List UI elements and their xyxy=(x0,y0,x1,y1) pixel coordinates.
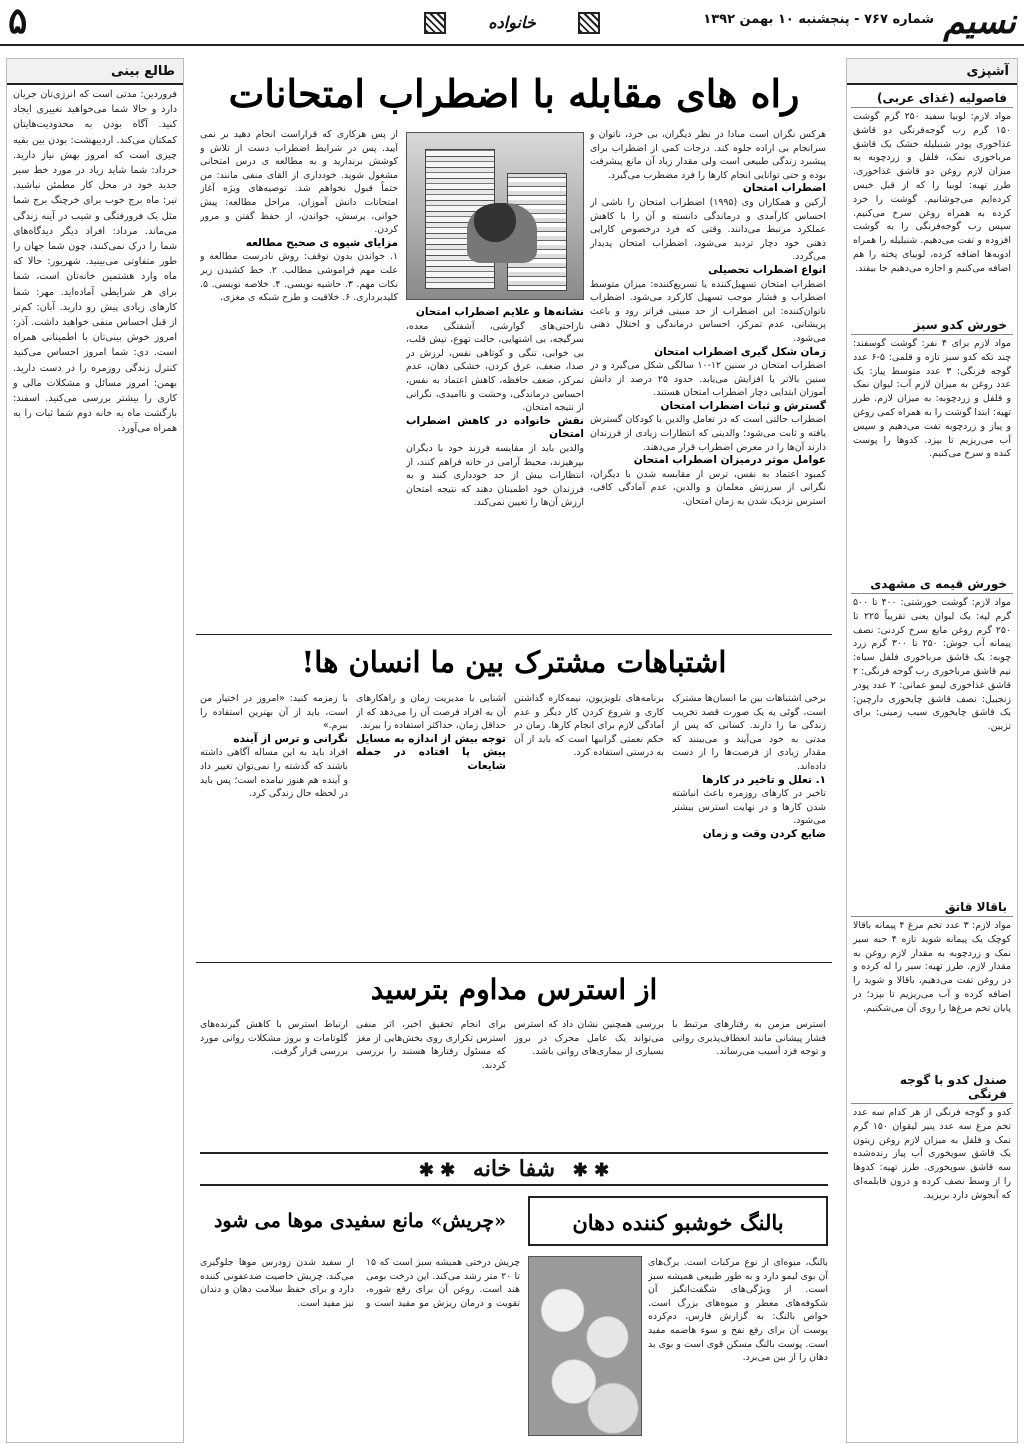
subheading: توجه بیش از اندازه به مسایل پیش پا افتاده در جمله شایعات xyxy=(356,732,506,772)
horoscope-header: طالع بینی xyxy=(7,59,183,85)
article-column: برای انجام تحقیق اخیر، اثر منفی استرس تکراری روی بخش‌هایی از مغز که مسئول رفتارها هستند را بررسی کردند. xyxy=(356,1019,506,1071)
article-column xyxy=(406,306,584,628)
body-text: اضطراب حالتی است که در تعامل والدین با کودکان گسترش یافته و ثابت می‌شود؛ والدینی که انتظارات زیادی از فرزندان دارند آن‌ها را در معرض اضطراب قرار می‌دهند. xyxy=(590,414,826,453)
headline-exam-anxiety: راه های مقابله با اضطراب امتحانات xyxy=(228,71,800,116)
section-title: خانواده xyxy=(488,13,536,32)
student-figure xyxy=(467,203,537,263)
subheading: ضایع کردن وقت و زمان xyxy=(702,827,826,840)
recipe-title: فاصولیه (غذای عربی) xyxy=(851,85,1013,108)
body-text: آشنایی با مدیریت زمان و راهکارهای آن به افراد فرصت آن را می‌دهد که از حداقل زمان، حداکثر استفاده را ببرند. xyxy=(356,693,506,732)
body-text: هرکس نگران است مبادا در نظر دیگران، بی خرد، ناتوان و سرانجام بی اراده جلوه کند. درجات کمی از اضطراب برای پیشبرد زندگی طبیعی است ولی مقدار زیاد آن مانع پیشرفت بوده و حتی توانایی انجام کارها را فرد مضطرب می‌گیرد. xyxy=(590,129,826,181)
ornament-icon xyxy=(424,12,446,34)
recipe-title: خورش قیمه ی مشهدی xyxy=(851,571,1013,594)
article-column: ارتباط استرس با کاهش گیرنده‌های گلوتامات و بروز مشکلات روانی مورد بررسی قرار گرفت. xyxy=(200,1019,348,1058)
article-column: بالنگ، میوه‌ای از نوع مرکبات است. برگ‌های آن بوی لیمو دارد و به طور طبیعی همیشه سبز است. از ویژگی‌های شگفت‌انگیز آن شکوفه‌های معطر و میوه‌های بزرگ است. خواص بالنگ: به گزارش فارس، دم‌کرده پوست آن برای رفع نفخ و سوء هاضمه مفید است. پوست بالنگ مسکن قوی است و بوی بد دهان را از بین می‌برد. xyxy=(648,1257,828,1364)
article-column xyxy=(200,128,398,628)
subheading: عوامل موثر درمیزان اضطراب امتحان xyxy=(633,454,826,467)
subheading: نقش خانواده در کاهش اضطراب امتحان xyxy=(406,414,584,441)
article-column xyxy=(356,692,506,954)
recipe-text: مواد لازم برای ۴ نفر: گوشت گوسفند: چند تکه کدو سبز تازه و قلمی: ۵-۶ عدد گوجه فرنگی: ۳ عدد متوسط پیاز: یک عدد روغن به میزان لازم آب: لیوان نمک و فلفل و زردچوبه: به میزان لازم. طرز تهیه: ابتدا گوشت را به همراه کمی روغن و پیاز و زردچوبه تفت می‌دهیم و سپس آب می‌ریزیم تا بپزد. کدوها را پوست کنده و سرخ می‌کنیم. xyxy=(853,338,1011,460)
horoscope-column xyxy=(6,58,184,1443)
cooking-column xyxy=(846,58,1018,1443)
subheading: مزایای شیوه ی صحیح مطالعه xyxy=(245,236,398,249)
recipe-text: کدو و گوجه فرنگی از هر کدام سه عدد تخم مرغ سه عدد پنیر لیقوان ۱۵۰ گرم نمک و فلفل به میزان لازم روغن زیتون یک قاشق سوپخوری آب پیاز رنده‌شده سه قاشق سوپخوری. طرز تهیه: کدوها را از وسط نصف کرده و درون قابلمه‌ای که آبجوش دارد بریزید. xyxy=(853,1107,1012,1201)
subheading: انواع اضطراب تحصیلی xyxy=(708,263,826,276)
article-column xyxy=(590,128,826,628)
health-banner-title: شفا خانه xyxy=(472,1156,556,1182)
headline-stress: از استرس مداوم بترسید xyxy=(370,973,658,1006)
issue-info: شماره ۷۶۷ - پنجشنبه ۱۰ بهمن ۱۳۹۲ xyxy=(703,12,934,27)
masthead xyxy=(0,0,1024,46)
article-column xyxy=(200,692,348,954)
body-text: والدین باید از مقایسه فرزند خود با دیگران بپرهیزند، محیط آرامی در خانه فراهم کنند، از انتظارات بیش از حد خودداری کنند و به فرزندان خود اطمینان دهند که نتیجه امتحان ارزش آن‌ها را تعیین نمی‌کند. xyxy=(406,442,584,509)
cooking-header: آشپزی xyxy=(847,59,1017,85)
divider xyxy=(196,962,832,963)
body-text: آرکین و همکاران وی (۱۹۹۵) اضطراب امتحان را ناشی از احساس کارآمدی و درماندگی دانسته و آن را با کاهش عملکرد مرتبط می‌دانند. وقتی که فرد درخصوص کارایی ذهنی خود دچار تردید می‌شود، اضطراب امتحان پدیدار می‌گردد. xyxy=(590,196,826,263)
subheading: نگرانی و ترس از آینده xyxy=(233,732,348,745)
body-text: با زمزمه کنید: «امروز در اختیار من است، باید از آن بهترین استفاده را ببرم.» xyxy=(200,693,348,732)
horoscope-text: فروردین: مدتی است که انرژی‌تان جریان دارد و حالا شما می‌خواهید تغییری ایجاد کنید. آگاه بودن به محدودیت‌هایتان کمکتان می‌کند. اردیبهشت: بودن بین بقیه چیزی است که امروز بهش نیاز دارید. خرداد: شما شاید زیاد در مورد خط سیر جدید خود در محل کار مطمئن نباشید. تیر: ماه برج خوب برای خرچنگ برج شما مثل یک فرورفتگی و شیب در آینه زندگی می‌ماند. مرداد: افراد دیگر دیدگاه‌های شما را درک نمی‌کنند، چون شما جهان را طور متفاوتی می‌بینید. شهریور: حالا که ماه وارد هشتمین خانه‌تان است، شما برای هر شرایطی آماده‌اید. مهر: شما کارهای زیادی پیش رو دارید. آبان: کم‌تر از قبل احساس منفی خواهید داشت. آذر: امروز خوش بینی‌تان با اطمینانی همراه است. دی: شما امروز احساس می‌کنید کنترل زندگی روزمره را در دست دارید. بهمن: امروز مسائل و مشکلات مالی و کاری را بیشتر بررسی می‌کنید. اسفند: بازگشت ماه به خانه دوم شما ثبات را به همراه می‌آورد. xyxy=(13,89,177,435)
recipe-title: صندل کدو با گوجه فرنگی xyxy=(851,1067,1013,1104)
subheading: نشانه‌ها و علایم اضطراب امتحان xyxy=(415,306,584,318)
article-column xyxy=(514,692,664,954)
body-text: ناراحتی‌های گوارشی، آشفتگی معده، سرگیجه، بی اشتهایی، حالت تهوع، تپش قلب، بی خوابی، تنگی و کوتاهی نفس، لرزش در صدا، ضعف، عرق کردن، خشکی دهان، عدم تمرکز، ضعف حافظه، کاهش اعتماد به نفس، احساس درماندگی، وحشت و ناامیدی، نگرانی از نتیجه امتحان. xyxy=(406,320,584,414)
recipe-text: مواد لازم: ۳ عدد تخم مرغ ۴ پیمانه باقالا کوچک یک پیمانه شوید تازه ۴ حبه سیر نمک و زردچوبه به مقدار لازم روغن به مقدار لازم. طرز تهیه: سیر را له کرده و در روغن تفت می‌دهیم، باقالا و شوید را اضافه کرده و آب می‌ریزیم تا بپزد؛ در پایان تخم مرغ‌ها را روی آن می‌شکنیم. xyxy=(853,920,1011,1014)
page-number: ۵ xyxy=(8,0,28,42)
newspaper-logo: نسیم xyxy=(943,2,1016,42)
article-column: چریش درختی همیشه سبز است که ۱۵ تا ۲۰ متر رشد می‌کند. این درخت بومی هند است. روغن آن برای رفع شوره، تقویت و درمان ریزش مو مفید است و از سفید شدن زودرس موها جلوگیری می‌کند. چریش خاصیت ضدعفونی کننده دارد و برای حفظ سلامت دهان و دندان نیز مفید است. xyxy=(200,1257,520,1309)
star-icon: ✱ ✱ xyxy=(418,1160,456,1181)
subheading: اضطراب امتحان xyxy=(742,182,826,195)
recipe-text: مواد لازم: گوشت خورشتی: ۴۰۰ تا ۵۰۰ گرم لپه: یک لیوان یعنی تقریباً ۲۲۵ تا ۲۵۰ گرم روغن مایع سرخ کردنی: نصف پیمانه آب جوش: ۲۵۰ تا ۳۰۰ گرم زرد چوبه: یک قاشق مرباخوری فلفل سیاه: نیم قاشق مرباخوری رب گوجه فرنگی: ۲ قاشق غذاخوری لیمو عمانی: ۲ عدد پودر زنجبیل: نصف قاشق چایخوری دارچین: یک قاشق چایخوری سیب زمینی: برای تزیین. xyxy=(853,597,1011,733)
subheading: ۱. تعلل و تاخیر در کارها xyxy=(702,773,826,786)
citron-fruit-photo xyxy=(528,1256,642,1436)
article-column: بررسی همچنین نشان داد که استرس می‌تواند یک عامل محرک در بروز بسیاری از بیماری‌های روانی باشد. xyxy=(514,1019,664,1058)
divider xyxy=(196,634,832,635)
body-text: افراد باید به این مساله آگاهی داشته باشند که گذشته را نمی‌توان تغییر داد و آینده هم هنوز نیامده است؛ پس باید در لحظه حال زندگی کرد. xyxy=(200,747,348,800)
body-text: برنامه‌های تلویزیون، نیمه‌کاره گذاشتن کاری و شروع کردن کار دیگر و عدم آمادگی لازم برای انجام کارها. زمان در حکم نعمتی گرانبها است که باید از آن به درستی استفاده کرد. xyxy=(514,693,664,759)
headline-common-mistakes: اشتباهات مشترک بین ما انسان ها! xyxy=(301,645,727,679)
recipe-text: مواد لازم: لوبیا سفید ۲۵۰ گرم گوشت ۱۵۰ گرم رب گوجه‌فرنگی دو قاشق غذاخوری پودر شنبلیله خشک یک قاشق مرباخوری نمک، فلفل و زردچوبه به میزان لازم روغن دو قاشق غذاخوری. طرز تهیه: لوبیا را که از قبل خیس کرده‌ایم می‌جوشانیم. گوشت را خرد کرده به همراه روغن سرخ می‌کنیم. سپس رب گوجه‌فرنگی را به گوشت افزوده و تفت می‌دهیم. شنبلیله را همراه ادویه‌ها اضافه کرده، لوبیای پخته را هم اضافه می‌کنیم و اجازه می‌دهیم جا بیفتد. xyxy=(853,111,1011,274)
exam-stress-photo xyxy=(406,132,584,300)
recipe-title: باقالا قاتق xyxy=(851,894,1013,917)
body-text: از پس هرکاری که قراراست انجام دهید بر نمی آیید. پس در شرایط اضطراب دست از تلاش و کوشش برندارید و به مطالعه ی درس امتحانی مشغول شوید. خودداری از القای منفی مانند: من حتماً قبول نخواهم شد. توصیه‌های ویژه آغاز امتحانات دانش آموزان. مراحل مطالعه: پیش خوانی، پرسش، خواندن، از حفظ گفتن و مرور کردن. xyxy=(200,129,398,236)
headline-neem: «چریش» مانع سفیدی موها می شود xyxy=(213,1210,507,1232)
body-text: اضطراب امتحان در سنین ۱۲-۱۰ سالگی شکل می‌گیرد و در سنین بالاتر یا افزایش می‌یابد. حدود ۲۵ درصد از دانش آموزان ابتدایی دچار اضطراب امتحان هستند. xyxy=(590,360,826,399)
subheading: زمان شکل گیری اضطراب امتحان xyxy=(654,345,826,358)
article-column: استرس مزمن به رفتارهای مرتبط با فشار پیشانی مانند انعطاف‌پذیری روانی و توجه فرد آسیب می‌رساند. xyxy=(672,1019,826,1058)
subheading: گسترش و ثبات اضطراب امتحان xyxy=(660,399,826,412)
body-text: تاخیر در کارهای روزمره باعث انباشته شدن کارها و در نهایت استرس بیشتر می‌شود. xyxy=(672,788,826,827)
body-text: ۱. خواندن بدون توقف: روش نادرست مطالعه و علت مهم فراموشی مطالب. ۲. خط کشیدن زیر نکات مهم. ۳. حاشیه نویسی. ۴. خلاصه نویسی. ۵. کلیدبرداری. ۶. خلاقیت و طرح شبکه ی مغزی. xyxy=(200,251,398,304)
body-text: کمبود اعتماد به نفس، ترس از مقایسه شدن با دیگران، نگرانی از سرزنش معلمان و والدین، عدم آمادگی کافی، استرس نزدیک شدن به زمان امتحان. xyxy=(590,468,826,508)
ornament-icon xyxy=(578,12,600,34)
body-text: برخی اشتباهات بین ما انسان‌ها مشترک است، گوئی یه یک صورت قصد تخریب زندگی ما را دارند. کسانی که پس از مدتی به خود می‌آیند و می‌بینند که مقدار زیادی از فرصت‌ها را از دست داده‌اند. xyxy=(672,693,826,772)
health-section-banner xyxy=(200,1152,828,1186)
recipe-title: خورش کدو سبز xyxy=(851,312,1013,335)
article-column xyxy=(672,692,826,954)
headline-citron: بالنگ خوشبو کننده دهان xyxy=(528,1196,828,1246)
star-icon: ✱ ✱ xyxy=(572,1160,610,1181)
body-text: اضطراب امتحان تسهیل‌کننده یا تسریع‌کننده: میزان متوسط اضطراب و فشار موجب تسهیل کارکرد می‌شود. اضطراب ناتوان‌کننده: این اضطراب از حد مبینی فراتر رود و باعث پریشانی، عدم تمرکز، احساس درماندگی و اختلال ذهنی می‌شود. xyxy=(590,278,826,344)
